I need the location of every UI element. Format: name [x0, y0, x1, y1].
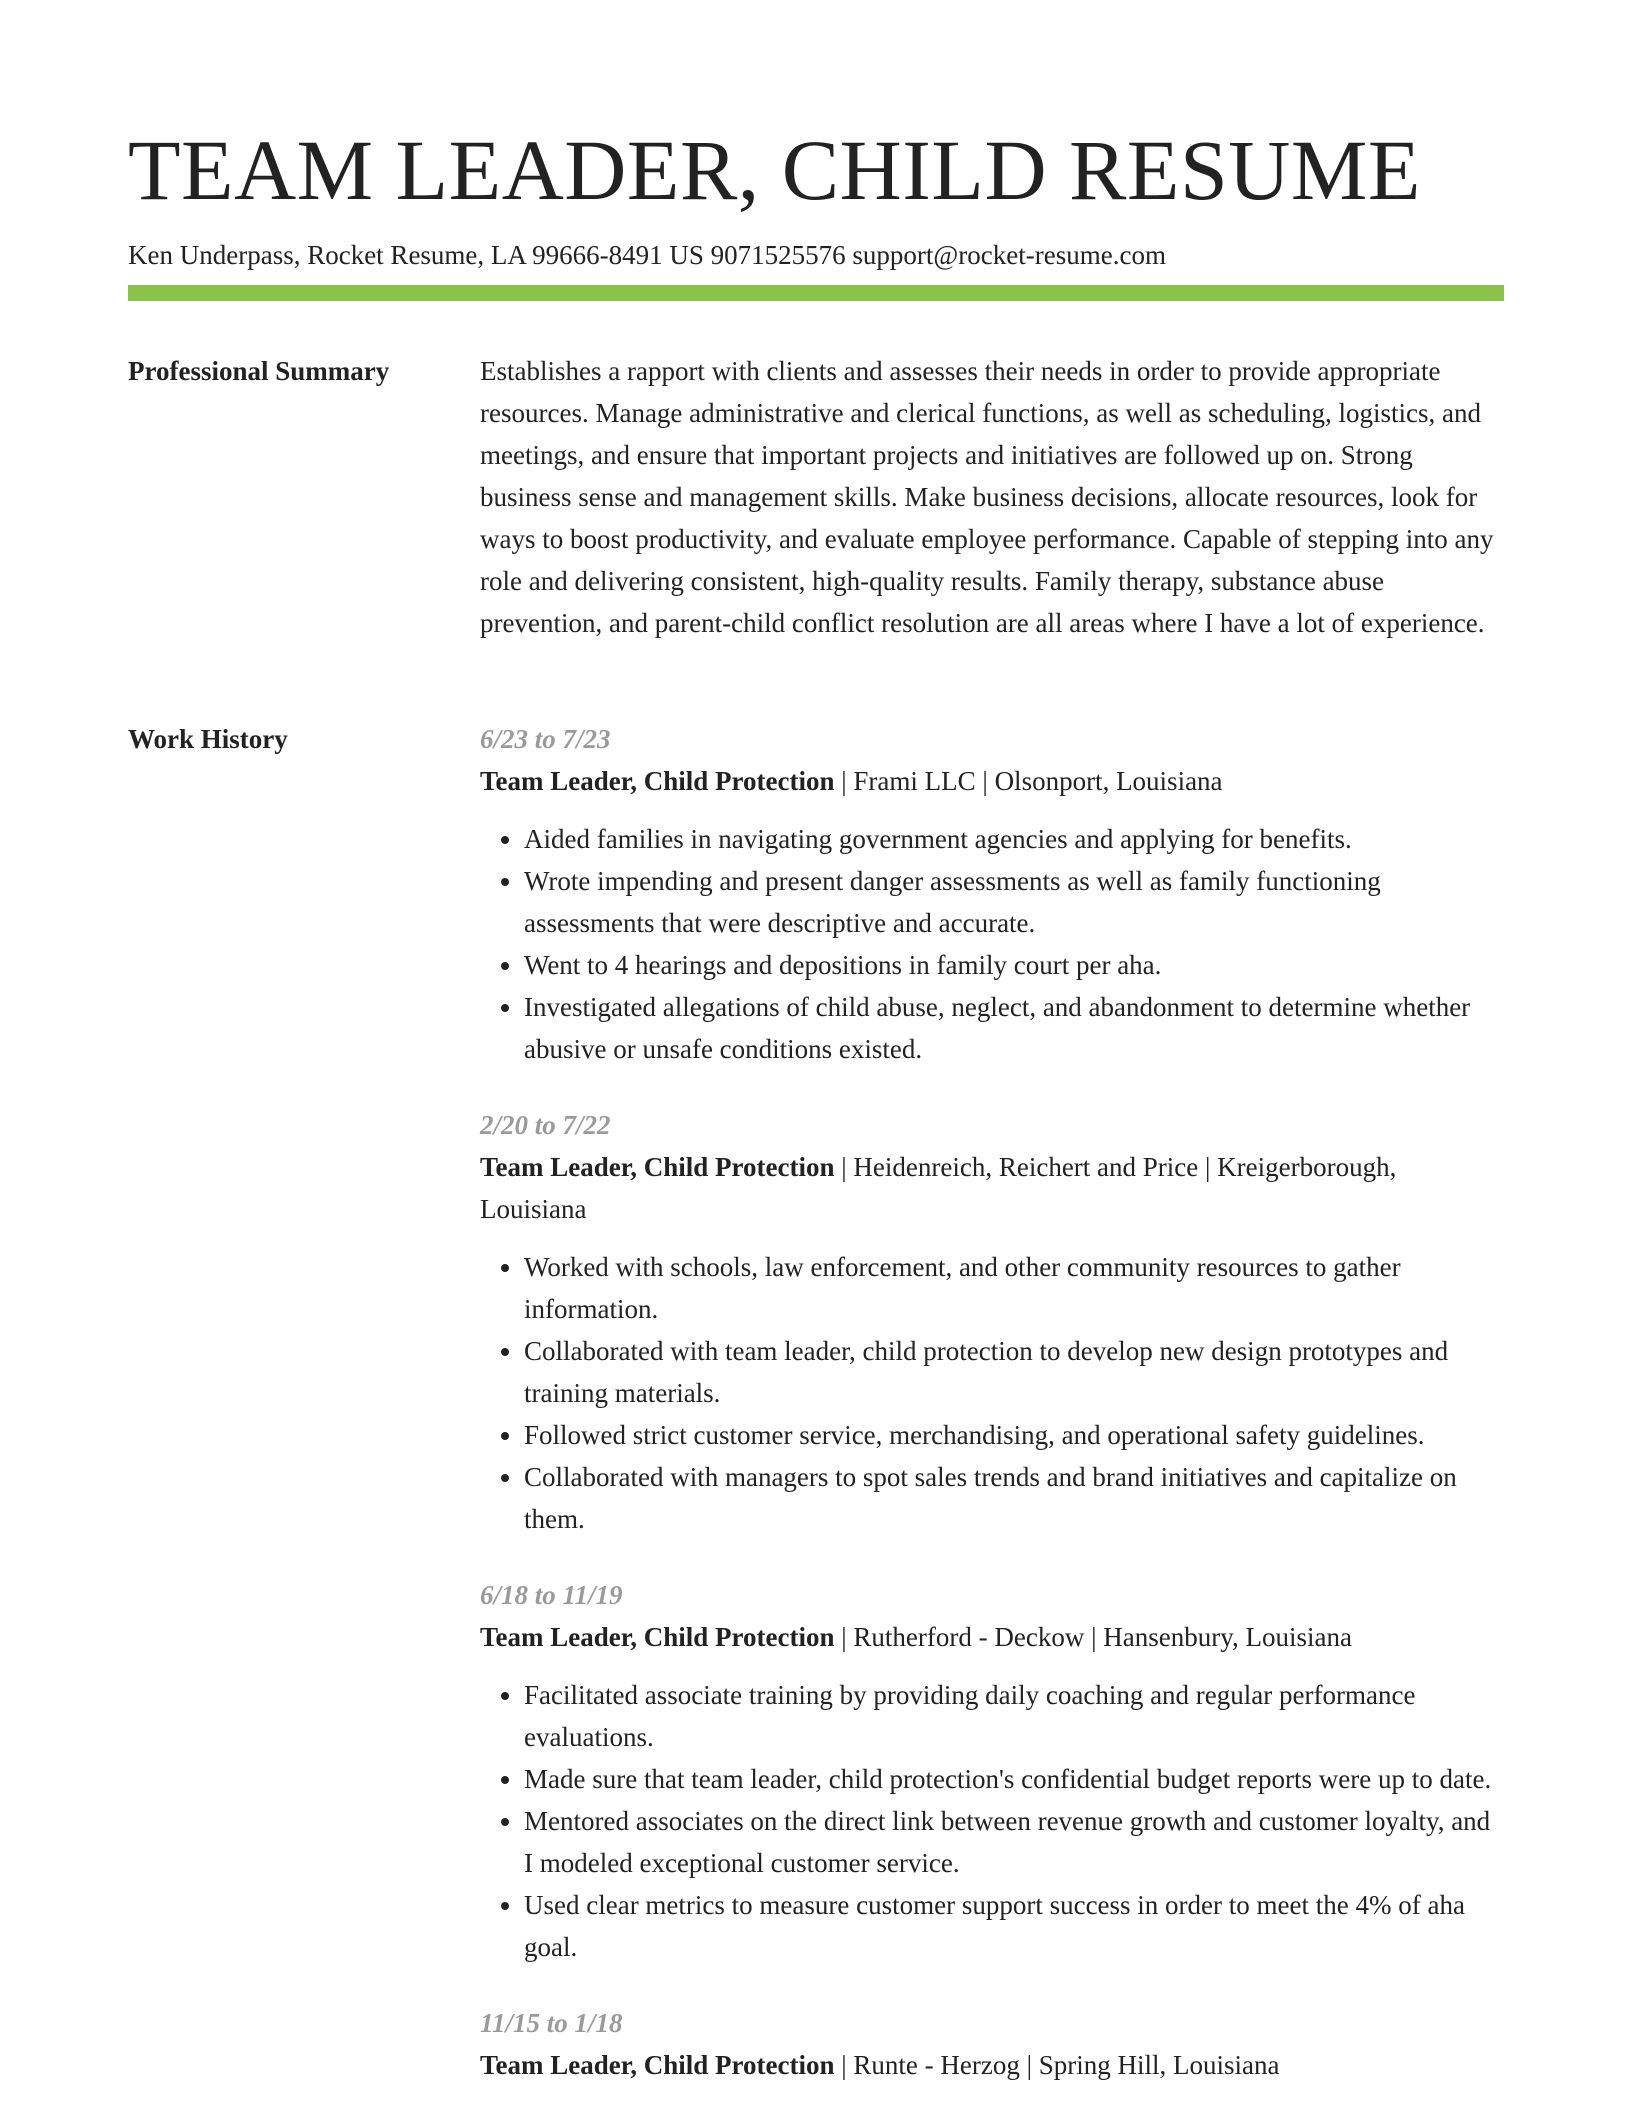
accent-divider — [128, 285, 1504, 301]
job-dates: 11/15 to 1/18 — [480, 2008, 623, 2038]
job-company: Heidenreich, Reichert and Price — [853, 1152, 1199, 1182]
summary-body — [480, 350, 1504, 644]
job-entry — [480, 1574, 1504, 1968]
job-separator: | — [975, 766, 995, 796]
section-label-summary: Professional Summary — [128, 356, 390, 386]
list-item: • Investigated allegations of child abuse, neglect, and abandonment to determine whether abusive or unsafe conditions existed. — [524, 986, 1504, 1070]
job-heading — [480, 1146, 1504, 1230]
job-location: Hansenbury, Louisiana — [1103, 1622, 1352, 1652]
job-heading — [480, 2044, 1504, 2086]
resume-title: TEAM LEADER, CHILD RESUME — [128, 122, 1421, 218]
job-company: Runte - Herzog — [853, 2050, 1020, 2080]
job-separator: | — [834, 766, 854, 796]
list-item: • Went to 4 hearings and depositions in family court per aha. — [524, 944, 1504, 986]
job-entry — [480, 718, 1504, 1070]
list-item: • Made sure that team leader, child protection's confidential budget reports were up to date. — [524, 1758, 1504, 1800]
list-item: • Worked with schools, law enforcement, and other community resources to gather information. — [524, 1246, 1504, 1330]
list-item: • Used clear metrics to measure customer support success in order to meet the 4% of aha goal. — [524, 1884, 1504, 1968]
job-bullets — [480, 1674, 1504, 1968]
job-heading — [480, 1616, 1504, 1658]
job-separator: | — [834, 1622, 854, 1652]
job-separator: | — [834, 1152, 854, 1182]
job-title: Team Leader, Child Protection — [480, 1622, 835, 1652]
job-title: Team Leader, Child Protection — [480, 766, 835, 796]
job-dates: 6/23 to 7/23 — [480, 724, 611, 754]
job-separator: | — [834, 2050, 854, 2080]
job-separator: | — [1019, 2050, 1039, 2080]
list-item: • Collaborated with team leader, child protection to develop new design prototypes and training materials. — [524, 1330, 1504, 1414]
job-separator: | — [1198, 1152, 1218, 1182]
job-separator: | — [1084, 1622, 1104, 1652]
list-item: • Facilitated associate training by providing daily coaching and regular performance evaluations. — [524, 1674, 1504, 1758]
job-bullets — [480, 1246, 1504, 1540]
section-label-work-history: Work History — [128, 724, 288, 754]
contact-line: Ken Underpass, Rocket Resume, LA 99666-8491 US 9071525576 support@rocket-resume.com — [128, 240, 1166, 270]
job-location: Olsonport, Louisiana — [994, 766, 1223, 796]
job-entry — [480, 2002, 1504, 2086]
list-item: • Aided families in navigating government agencies and applying for benefits. — [524, 818, 1504, 860]
job-dates: 6/18 to 11/19 — [480, 1580, 623, 1610]
job-list-container — [480, 718, 1504, 2112]
job-location: Spring Hill, Louisiana — [1038, 2050, 1280, 2080]
job-title: Team Leader, Child Protection — [480, 1152, 835, 1182]
job-company: Frami LLC — [853, 766, 976, 796]
list-item: • Followed strict customer service, merchandising, and operational safety guidelines. — [524, 1414, 1504, 1456]
list-item: • Mentored associates on the direct link between revenue growth and customer loyalty, and I modeled exceptional customer service. — [524, 1800, 1504, 1884]
job-company: Rutherford - Deckow — [853, 1622, 1085, 1652]
summary-text: Establishes a rapport with clients and assesses their needs in order to provide appropriate resources. Manage administrative and clerical functions, as well as scheduling, logistics, and meetings, and ensure that important projects and initiatives are followed up on. Strong business sense and management skills. Make business decisions, allocate resources, look for ways to boost productivity, and evaluate employee performance. Capable of stepping into any role and delivering consistent, high-quality results. Family therapy, substance abuse prevention, and parent-child conflict resolution are all areas where I have a lot of experience. — [480, 356, 1494, 638]
job-entry — [480, 1104, 1504, 1540]
job-location: Kreigerborough, Louisiana — [480, 1152, 1397, 1224]
resume-header — [128, 118, 1504, 272]
job-title: Team Leader, Child Protection — [480, 2050, 835, 2080]
list-item: • Wrote impending and present danger assessments as well as family functioning assessments that were descriptive and accurate. — [524, 860, 1504, 944]
job-heading — [480, 760, 1504, 802]
job-dates: 2/20 to 7/22 — [480, 1110, 611, 1140]
job-bullets — [480, 818, 1504, 1070]
list-item: • Collaborated with managers to spot sales trends and brand initiatives and capitalize on them. — [524, 1456, 1504, 1540]
